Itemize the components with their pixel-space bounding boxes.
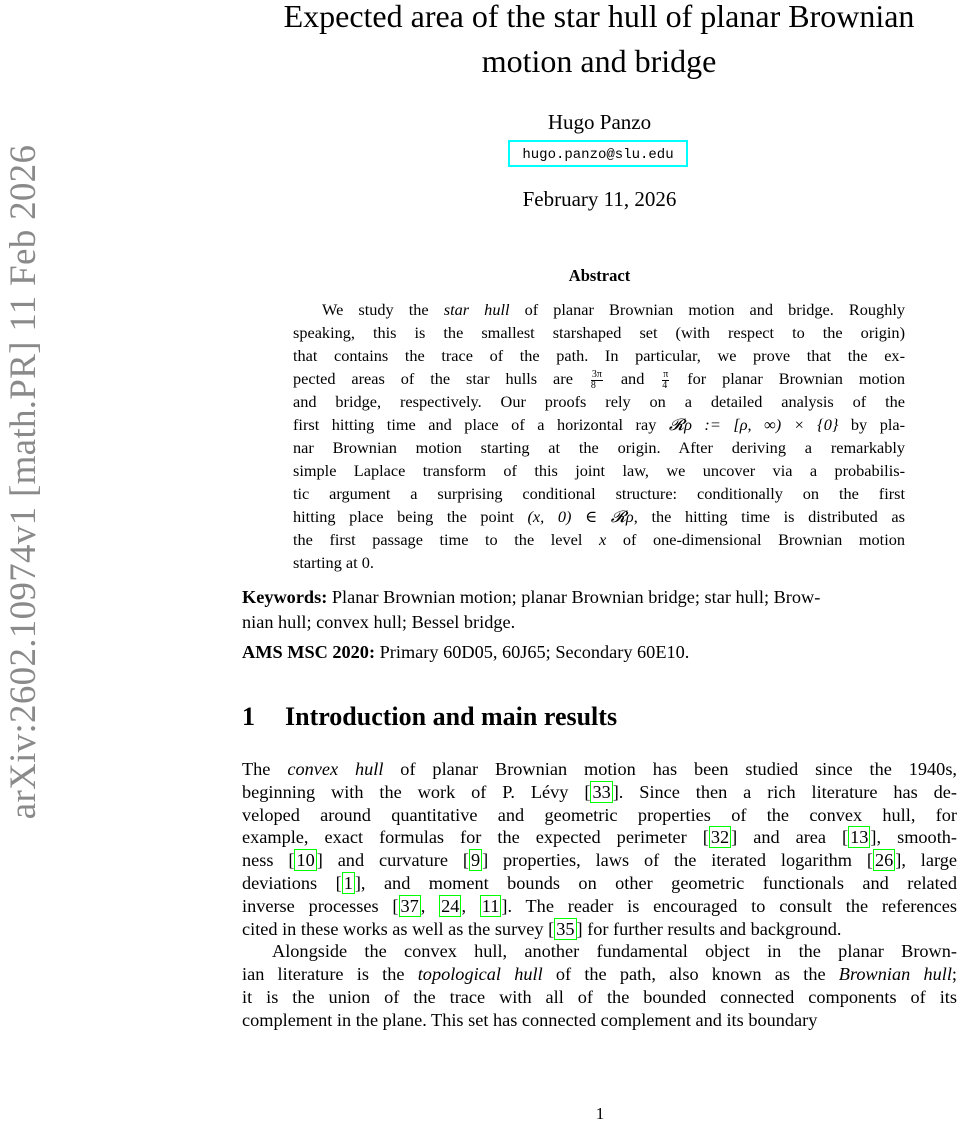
text-segment: by pla- xyxy=(838,415,906,434)
fraction-denominator: 8 xyxy=(590,379,596,391)
fraction xyxy=(662,370,669,391)
abstract-heading: Abstract xyxy=(568,266,631,285)
text-line xyxy=(242,1009,957,1032)
keywords xyxy=(242,585,957,635)
text-line xyxy=(242,804,957,827)
emphasis-text: 𝓡ρ := [ρ, ∞) × {0} xyxy=(668,415,839,434)
text-segment: complement in the plane. This set has connected complement and its boundary xyxy=(242,1009,818,1030)
text-line xyxy=(242,940,957,963)
emphasis-text: convex hull xyxy=(287,759,384,779)
emphasis-text: (x, 0) ∈ 𝓡ρ xyxy=(527,507,634,526)
text-segment: veloped around quantitative and geometric properties of the convex hull, for xyxy=(242,804,957,825)
ams-text: Primary 60D05, 60J65; Secondary 60E10. xyxy=(375,642,690,662)
text-segment: , xyxy=(461,895,480,916)
fraction-numerator: π xyxy=(663,368,669,380)
text-segment: example, exact formulas for the expected perimeter [ xyxy=(242,827,709,848)
text-segment: ], large xyxy=(895,850,957,871)
text-line xyxy=(293,505,905,528)
text-segment: ], and moment bounds on other geometric functionals and related xyxy=(354,872,957,893)
citation-link[interactable]: 24 xyxy=(441,895,460,916)
text-segment: ; xyxy=(951,964,957,985)
citation-link[interactable]: 10 xyxy=(296,850,315,871)
text-segment: for planar Brownian motion xyxy=(671,369,905,388)
text-segment: of one-dimensional Brownian motion xyxy=(606,530,906,549)
text-line xyxy=(293,459,905,482)
fraction-denominator: 4 xyxy=(662,379,668,391)
emphasis-text: star hull xyxy=(443,300,510,319)
text-segment: We study the xyxy=(322,300,444,319)
text-segment: ] properties, laws of the iterated logarithm [ xyxy=(482,850,873,871)
text-segment: and bridge, respectively. Our proofs rely on a detailed analysis of the xyxy=(293,392,905,411)
text-line xyxy=(293,321,905,344)
author-name: Hugo Panzo xyxy=(547,110,652,134)
text-segment: ] for further results and background. xyxy=(576,918,842,939)
citation-link[interactable]: 33 xyxy=(592,781,611,802)
text-line xyxy=(293,551,905,574)
ams-label: AMS MSC 2020: xyxy=(242,642,376,662)
text-segment: ] and area [ xyxy=(731,827,849,848)
text-line xyxy=(242,963,957,986)
paper-title xyxy=(230,0,957,84)
emphasis-text: topological hull xyxy=(417,964,543,985)
text-segment: it is the union of the trace with all of the bounded connected components of its xyxy=(242,986,957,1007)
paragraph xyxy=(242,940,957,1031)
text-segment: ] and curvature [ xyxy=(316,850,469,871)
text-segment: , xyxy=(420,895,440,916)
page-number: 1 xyxy=(595,1104,605,1123)
text-line xyxy=(293,390,905,413)
text-segment: ], smooth- xyxy=(870,827,957,848)
text-segment: , the hitting time is distributed as xyxy=(633,507,905,526)
text-segment: inverse processes [ xyxy=(242,895,399,916)
text-line xyxy=(242,986,957,1009)
title-line-1: Expected area of the star hull of planar Brownian xyxy=(283,0,915,34)
text-segment: nar Brownian motion starting at the origin. After deriving a remarkably xyxy=(293,438,905,457)
keywords-text-2: nian hull; convex hull; Bessel bridge. xyxy=(242,612,516,632)
ams-classification xyxy=(242,642,957,663)
text-line xyxy=(293,367,905,390)
section-heading xyxy=(242,702,617,732)
citation-link[interactable]: 11 xyxy=(481,895,500,916)
text-segment: ian literature is the xyxy=(242,964,418,985)
paper-date: February 11, 2026 xyxy=(522,187,677,211)
text-line xyxy=(293,436,905,459)
text-segment: that contains the trace of the path. In particular, we prove that the ex- xyxy=(293,346,905,365)
text-segment: ness [ xyxy=(242,850,295,871)
fraction-numerator: 3π xyxy=(591,368,602,380)
text-segment: beginning with the work of P. Lévy [ xyxy=(242,781,591,802)
text-segment: the first passage time to the level xyxy=(293,530,599,549)
text-segment: deviations [ xyxy=(242,872,342,893)
citation-link[interactable]: 26 xyxy=(874,850,894,871)
text-line xyxy=(242,872,957,895)
text-segment: cited in these works as well as the survey [ xyxy=(242,918,555,939)
text-line xyxy=(293,298,905,321)
paragraph xyxy=(242,758,957,940)
text-segment: The xyxy=(242,759,288,779)
arxiv-identifier-sidebar: arXiv:2602.10974v1 [math.PR] 11 Feb 2026 xyxy=(3,144,44,820)
text-line xyxy=(293,482,905,505)
emphasis-text: x xyxy=(599,530,607,549)
section-title: Introduction and main results xyxy=(285,702,618,731)
text-segment: ]. The reader is encouraged to consult the references xyxy=(501,895,957,916)
text-line xyxy=(242,918,957,941)
text-segment: first hitting time and place of a horizontal ray xyxy=(293,415,669,434)
text-segment: of planar Brownian motion has been studied since the 1940s, xyxy=(383,759,957,779)
citation-link[interactable]: 9 xyxy=(470,850,481,871)
text-line xyxy=(293,528,905,551)
citation-link[interactable]: 1 xyxy=(343,872,353,893)
text-segment: of the path, also known as the xyxy=(542,964,839,985)
emphasis-text: Brownian hull xyxy=(838,964,952,985)
text-segment: starting at 0. xyxy=(293,553,374,572)
section-number: 1 xyxy=(242,702,255,731)
text-line xyxy=(293,344,905,367)
abstract-body xyxy=(293,298,905,574)
citation-link[interactable]: 35 xyxy=(556,918,575,939)
text-line xyxy=(242,826,957,849)
citation-link[interactable]: 13 xyxy=(850,827,869,848)
text-line xyxy=(242,849,957,872)
text-segment: pected areas of the star hulls are xyxy=(293,369,589,388)
citation-link[interactable]: 37 xyxy=(400,895,419,916)
text-segment: tic argument a surprising conditional structure: conditionally on the first xyxy=(293,484,905,503)
text-segment: hitting place being the point xyxy=(293,507,528,526)
fraction xyxy=(591,370,603,391)
text-line xyxy=(242,895,957,918)
text-line xyxy=(293,413,905,436)
keywords-label: Keywords: xyxy=(242,587,328,607)
author-email-link[interactable]: hugo.panzo@slu.edu xyxy=(508,140,688,167)
title-line-2: motion and bridge xyxy=(481,43,717,79)
keywords-text-1: Planar Brownian motion; planar Brownian bridge; star hull; Brow- xyxy=(327,587,821,607)
text-segment: simple Laplace transform of this joint law, we uncover via a probabilis- xyxy=(293,461,905,480)
text-segment: of planar Brownian motion and bridge. Roughly xyxy=(509,300,905,319)
citation-link[interactable]: 32 xyxy=(710,827,730,848)
text-segment: ]. Since then a rich literature has de- xyxy=(612,781,957,802)
text-line xyxy=(242,758,957,781)
text-segment: and xyxy=(604,369,661,388)
text-line xyxy=(242,781,957,804)
text-segment: speaking, this is the smallest starshaped set (with respect to the origin) xyxy=(293,323,905,342)
text-segment: Alongside the convex hull, another fundamental object in the planar Brown- xyxy=(272,941,957,962)
introduction-body xyxy=(242,758,957,1032)
